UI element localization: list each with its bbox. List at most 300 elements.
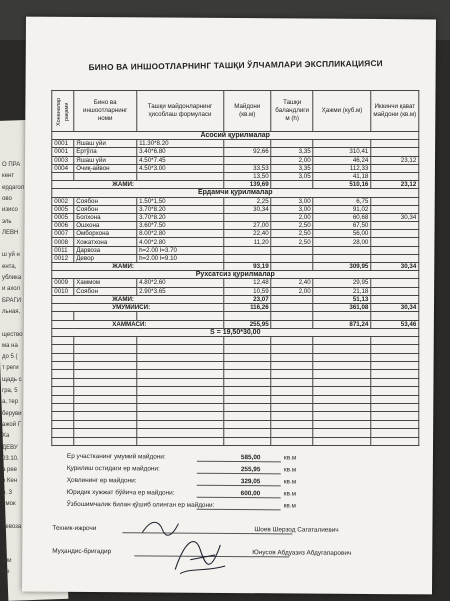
cell-formula: 11.30*8.20: [137, 140, 224, 148]
summary-label: Ер участканинг умумий майдони:: [66, 452, 166, 461]
table-row: [52, 222, 419, 230]
cell-no: 0005: [52, 205, 74, 213]
table-row: [52, 205, 419, 213]
cell-no: [52, 353, 74, 361]
background-text-line: ово: [2, 195, 12, 202]
cell-name: Яшаш уйи: [74, 156, 137, 164]
summary-value: 329,05: [240, 478, 261, 486]
total-cell: [271, 320, 313, 328]
cell-volume: [313, 420, 371, 428]
cell-extra: 23,12: [371, 156, 419, 164]
cell-volume: [313, 254, 371, 262]
empty-row: [52, 437, 419, 445]
background-text-line: р. 3: [2, 489, 13, 496]
cell-formula: 3.40*6.80: [137, 148, 224, 156]
cell-no: 0004: [52, 164, 74, 172]
cell-height: 3,35: [271, 148, 313, 156]
grand-total-row: [52, 303, 419, 311]
cell-formula: [137, 395, 224, 403]
cell-name: [74, 353, 137, 361]
cell-area: [223, 140, 271, 148]
cell-name: Дарвоза: [74, 246, 137, 254]
cell-formula: [137, 172, 224, 180]
cell-area: [223, 420, 271, 428]
section-total-row: [52, 295, 419, 303]
cell-extra: [371, 140, 419, 148]
total-cell: 139,69: [223, 181, 271, 189]
cell-height: [271, 345, 313, 353]
cell-area: 13,50: [223, 172, 271, 180]
summary-unit: кв.м: [283, 502, 297, 510]
cell-extra: [371, 437, 419, 445]
cell-name: [74, 172, 137, 180]
cell-height: [271, 246, 313, 254]
total-cell: [271, 263, 313, 271]
empty-row: [52, 370, 419, 378]
background-text-line: о Кен: [2, 478, 18, 485]
background-text-line: ме: [2, 568, 10, 575]
table-row: [52, 164, 419, 172]
hammasi-row: [52, 320, 419, 328]
cell-area: [223, 387, 271, 395]
cell-height: [271, 353, 313, 361]
cell-formula: 3.60*7.50: [137, 222, 224, 230]
cell-extra: [371, 429, 419, 437]
background-text-line: лмок: [2, 501, 16, 507]
cell-extra: [371, 287, 419, 295]
header-room-no: Хонаналар рақами: [52, 91, 74, 132]
summary-underline: [197, 454, 281, 463]
cell-volume: 46,24: [313, 156, 371, 164]
cell-height: [271, 312, 313, 320]
cell-area: [223, 213, 271, 221]
cell-no: [52, 345, 74, 353]
empty-row: [52, 378, 419, 386]
cell-area: 33,53: [223, 164, 271, 172]
cell-extra: [371, 395, 419, 403]
total-cell: 93,19: [223, 263, 271, 271]
cell-area: [223, 370, 271, 378]
total-cell: ЖАМИ:: [52, 263, 224, 271]
cell-no: 0002: [52, 197, 74, 205]
empty-row: [52, 353, 419, 361]
cell-area: [223, 395, 271, 403]
cell-extra: [371, 345, 419, 353]
cell-height: [271, 412, 313, 420]
background-text-line: ублика: [2, 275, 22, 281]
total-cell: 23,07: [223, 295, 271, 303]
cell-volume: 56,00: [313, 230, 371, 238]
cell-no: 0001: [52, 140, 74, 148]
empty-row: [52, 345, 419, 353]
cell-area: [223, 254, 271, 262]
background-text-line: щадь с: [2, 376, 22, 383]
total-cell: 30,34: [371, 303, 419, 311]
cell-no: [52, 362, 74, 370]
cell-area: [223, 429, 271, 437]
empty-row: [52, 312, 419, 320]
cell-volume: [313, 336, 371, 344]
cell-area: 11,20: [223, 238, 271, 246]
cell-height: [271, 254, 313, 262]
cell-height: [271, 378, 313, 386]
summary-underline: [197, 490, 281, 499]
section-title: Рухсатсиз қурилмалар: [52, 271, 419, 279]
cell-no: 0005: [52, 213, 74, 221]
cell-no: [52, 312, 74, 320]
cell-volume: 21,18: [313, 287, 371, 295]
cell-formula: 4.80*2.60: [137, 279, 224, 287]
background-text-line: льная,: [2, 308, 21, 315]
cell-formula: [137, 387, 224, 395]
total-cell: ЖАМИ:: [52, 181, 224, 189]
table-row: [52, 213, 419, 221]
background-text-line: ажой Г: [2, 421, 21, 428]
cell-formula: h=2.00 l=9.10: [137, 254, 224, 262]
cell-name: [74, 429, 137, 437]
cell-name: [74, 336, 137, 344]
cell-area: [223, 312, 271, 320]
section-row: [52, 132, 419, 140]
signature-name: Шоев Шерзод Сагаталиевич: [254, 526, 339, 534]
cell-name: [74, 437, 137, 445]
document-title: БИНО ВА ИНШООТЛАРНИНГ ТАШҚИ ЎЛЧАМЛАРИ ЭКСПЛИКАЦИЯСИ: [88, 57, 383, 73]
cell-formula: [137, 412, 224, 420]
total-cell: [271, 303, 313, 311]
cell-height: [271, 437, 313, 445]
background-text-line: зии: [2, 557, 12, 564]
total-cell: [271, 295, 313, 303]
cell-volume: [313, 345, 371, 353]
cell-formula: 3.70*8.20: [137, 213, 224, 221]
summary-underline: [197, 466, 281, 475]
cell-height: 2,50: [271, 222, 313, 230]
cell-volume: [313, 312, 371, 320]
cell-extra: [371, 362, 419, 370]
cell-area: 10,59: [223, 287, 271, 295]
total-cell: 309,95: [313, 263, 371, 271]
background-text-line: эль: [2, 218, 12, 225]
cell-name: [74, 312, 137, 320]
cell-area: [223, 362, 271, 370]
cell-extra: [371, 164, 419, 172]
cell-formula: [137, 336, 224, 344]
summary-underline: [197, 502, 281, 511]
signature-name: Юнусов Абдуазиз Абдугапарович: [252, 549, 352, 557]
cell-area: 2,25: [223, 197, 271, 205]
cell-formula: 2.90*3.65: [137, 287, 224, 295]
s-row: [52, 328, 419, 336]
cell-extra: [371, 254, 419, 262]
cell-no: 0007: [52, 230, 74, 238]
empty-row: [52, 395, 419, 403]
cell-name: [74, 345, 137, 353]
cell-no: [52, 370, 74, 378]
cell-volume: [313, 140, 371, 148]
cell-formula: 4.00*2.80: [137, 238, 224, 246]
cell-height: [271, 336, 313, 344]
cell-formula: 1.50*1.50: [137, 197, 224, 205]
table-row: [52, 254, 419, 262]
empty-row: [52, 404, 419, 412]
cell-formula: 4.50*3.00: [137, 164, 224, 172]
cell-formula: 4.50*7.45: [137, 156, 224, 164]
cell-no: 0010: [52, 287, 74, 295]
cell-volume: [313, 404, 371, 412]
cell-extra: [371, 336, 419, 344]
header-formula: Ташқи майдонларнинг ҳисоблаш формуласи: [137, 91, 224, 132]
document-sheet: [22, 17, 436, 595]
cell-extra: [371, 172, 419, 180]
background-text-line: ма на: [2, 342, 18, 349]
background-text-line: ДЕВУ: [2, 444, 18, 451]
cell-no: 0006: [52, 222, 74, 230]
background-text-line: О ПРА: [2, 162, 21, 168]
cell-area: [223, 345, 271, 353]
cell-volume: 112,33: [313, 164, 371, 172]
cell-extra: [371, 148, 419, 156]
total-cell: 255,95: [223, 320, 271, 328]
cell-name: Девор: [74, 254, 137, 262]
cell-formula: [137, 378, 224, 386]
signature-role: Техник-ижрочи: [52, 524, 97, 533]
cell-name: Ошхона: [74, 222, 137, 230]
cell-height: 2,50: [271, 238, 313, 246]
background-text-line: ердагол: [2, 184, 25, 191]
cell-no: 0001: [52, 148, 74, 156]
cell-name: Соябон: [74, 287, 137, 295]
background-text-line: а, тер: [2, 399, 19, 406]
summary-label: Ўзбошимчалик билан қўшиб олинган ер майдони:: [66, 500, 215, 509]
cell-height: 2,00: [271, 287, 313, 295]
summary-unit: кв.м: [283, 454, 297, 462]
cell-name: Очиқ-айвон: [74, 164, 137, 172]
cell-area: [223, 378, 271, 386]
cell-extra: [371, 353, 419, 361]
cell-extra: [371, 230, 419, 238]
empty-row: [52, 429, 419, 437]
empty-row: [52, 362, 419, 370]
cell-name: [74, 404, 137, 412]
cell-formula: [137, 437, 224, 445]
section-row: [52, 271, 419, 279]
cell-name: [74, 395, 137, 403]
cell-no: [52, 412, 74, 420]
cell-formula: 3.70*8.20: [137, 205, 224, 213]
cell-volume: 67,50: [313, 222, 371, 230]
table-row: [52, 156, 419, 164]
section-title: Ёрдамчи қурилмалар: [52, 189, 419, 197]
cell-height: [271, 404, 313, 412]
total-cell: [371, 295, 419, 303]
cell-height: [271, 387, 313, 395]
summary-value: 600,00: [240, 490, 261, 498]
section-title: Асосий қурилмалар: [52, 132, 419, 140]
cell-no: 0009: [52, 279, 74, 287]
cell-volume: [313, 412, 371, 420]
cell-formula: h=2.00 l=3.70: [137, 246, 224, 254]
background-text-line: БРАГИ: [2, 297, 22, 304]
background-text-line: т реги: [2, 365, 19, 372]
cell-extra: 30,34: [371, 213, 419, 221]
cell-no: 0003: [52, 156, 74, 164]
summary-label: Қурилиш остидаги ер майдони:: [66, 464, 160, 473]
background-text-line: до 5 (: [2, 354, 18, 361]
cell-extra: [371, 222, 419, 230]
background-text-line: кент: [2, 173, 15, 180]
empty-row: [52, 387, 419, 395]
cell-extra: [371, 205, 419, 213]
cell-area: 22,40: [223, 230, 271, 238]
total-cell: 51,13: [313, 295, 371, 303]
background-text-line: 03.10.: [2, 455, 19, 462]
cell-area: [223, 353, 271, 361]
cell-name: Хаммом: [74, 279, 137, 287]
header-extra: Иккинчи қават майдони (кв.м): [371, 91, 419, 132]
total-cell: 116,26: [223, 303, 271, 311]
cell-area: [223, 336, 271, 344]
cell-area: 92,66: [223, 148, 271, 156]
table-header-row: [52, 91, 419, 132]
section-total-row: [52, 263, 419, 271]
cell-height: [271, 140, 313, 148]
cell-name: [74, 378, 137, 386]
total-cell: 53,46: [371, 320, 419, 328]
summary-value: 585,00: [240, 454, 261, 462]
cell-name: [74, 370, 137, 378]
table-row: [52, 246, 419, 254]
summary-label: Ҳовлининг ер майдони:: [66, 476, 137, 485]
signature-role: Муҳандис-бригадир: [52, 547, 112, 556]
total-cell: 871,24: [313, 320, 371, 328]
header-height: Ташқи баландлиги м (h): [271, 91, 313, 132]
cell-no: [52, 172, 74, 180]
cell-no: [52, 395, 74, 403]
total-cell: 510,16: [313, 181, 371, 189]
total-cell: 361,08: [313, 303, 371, 311]
cell-volume: [313, 378, 371, 386]
cell-height: [271, 370, 313, 378]
explication-table: [51, 90, 419, 446]
cell-no: [52, 387, 74, 395]
total-cell: [271, 181, 313, 189]
cell-volume: 28,00: [313, 238, 371, 246]
cell-area: 27,00: [223, 222, 271, 230]
empty-row: [52, 336, 419, 344]
summary-label: Юридик хужжат бўйича ер майдони:: [66, 488, 175, 497]
header-name: Бино ва иншоотларнинг номи: [74, 91, 137, 132]
cell-height: [271, 420, 313, 428]
cell-no: [52, 437, 74, 445]
total-cell: ХАММАСИ:: [52, 320, 224, 328]
cell-volume: [313, 387, 371, 395]
summary-unit: кв.м: [283, 490, 297, 498]
cell-name: Соябон: [74, 205, 137, 213]
cell-height: 2,00: [271, 156, 313, 164]
total-cell: ЖАМИ:: [52, 295, 224, 303]
cell-height: 3,05: [271, 172, 313, 180]
total-cell: УМУМИЙСИ:: [52, 303, 224, 311]
background-text-line: Ха: [2, 433, 10, 440]
cell-formula: [137, 345, 224, 353]
background-text-line: ЛЕВН: [2, 229, 19, 236]
cell-height: [271, 395, 313, 403]
background-text-line: беруви: [2, 410, 22, 417]
plot-size-line: S = 19,50*30,00: [52, 328, 419, 336]
cell-formula: [137, 429, 224, 437]
header-volume: Ҳажми (куб.м): [313, 91, 371, 132]
header-area: Майдони (кв.м): [223, 91, 271, 132]
background-text-line: я: [2, 546, 6, 553]
cell-extra: [371, 246, 419, 254]
summary-unit: кв.м: [283, 466, 297, 474]
empty-row: [52, 420, 419, 428]
cell-area: 30,34: [223, 205, 271, 213]
cell-volume: 91,02: [313, 205, 371, 213]
background-text-line: гра, 5: [2, 388, 18, 394]
cell-volume: 41,18: [313, 172, 371, 180]
total-cell: 23,12: [371, 181, 419, 189]
cell-formula: [137, 370, 224, 378]
cell-volume: [313, 437, 371, 445]
cell-formula: [137, 420, 224, 428]
table-row: [52, 197, 419, 205]
cell-formula: [137, 312, 224, 320]
summary-unit: кв.м: [283, 478, 297, 486]
cell-name: Хожатхона: [74, 238, 137, 246]
cell-no: [52, 404, 74, 412]
cell-volume: [313, 429, 371, 437]
background-text-line: ента,: [2, 263, 17, 270]
cell-volume: [313, 246, 371, 254]
cell-area: 12,48: [223, 279, 271, 287]
background-text-line: бевоза: [2, 523, 22, 530]
background-text-line: ш уй н: [2, 252, 20, 259]
cell-name: Болхона: [74, 213, 137, 221]
table-row: [52, 172, 419, 180]
table-row: [52, 230, 419, 238]
cell-formula: [137, 353, 224, 361]
cell-no: 0012: [52, 254, 74, 262]
cell-height: 3,00: [271, 197, 313, 205]
background-text-line: а рее: [2, 467, 18, 474]
cell-name: [74, 420, 137, 428]
background-text-line: изисо: [2, 207, 18, 214]
cell-name: Яшаш уйи: [74, 140, 137, 148]
cell-height: 2,50: [271, 230, 313, 238]
cell-extra: [371, 378, 419, 386]
cell-volume: 6,75: [313, 197, 371, 205]
cell-formula: 8.00*2.80: [137, 230, 224, 238]
cell-volume: 60,68: [313, 213, 371, 221]
cell-height: [271, 429, 313, 437]
empty-row: [52, 412, 419, 420]
cell-extra: [371, 420, 419, 428]
cell-no: 0011: [52, 246, 74, 254]
cell-no: [52, 429, 74, 437]
table-row: [52, 140, 419, 148]
table-row: [52, 148, 419, 156]
cell-formula: [137, 404, 224, 412]
cell-height: 2,40: [271, 279, 313, 287]
cell-volume: [313, 395, 371, 403]
cell-area: [223, 246, 271, 254]
cell-area: [223, 437, 271, 445]
cell-extra: [371, 312, 419, 320]
cell-volume: 310,41: [313, 148, 371, 156]
cell-name: [74, 362, 137, 370]
background-text-line: и ахол: [2, 286, 20, 293]
